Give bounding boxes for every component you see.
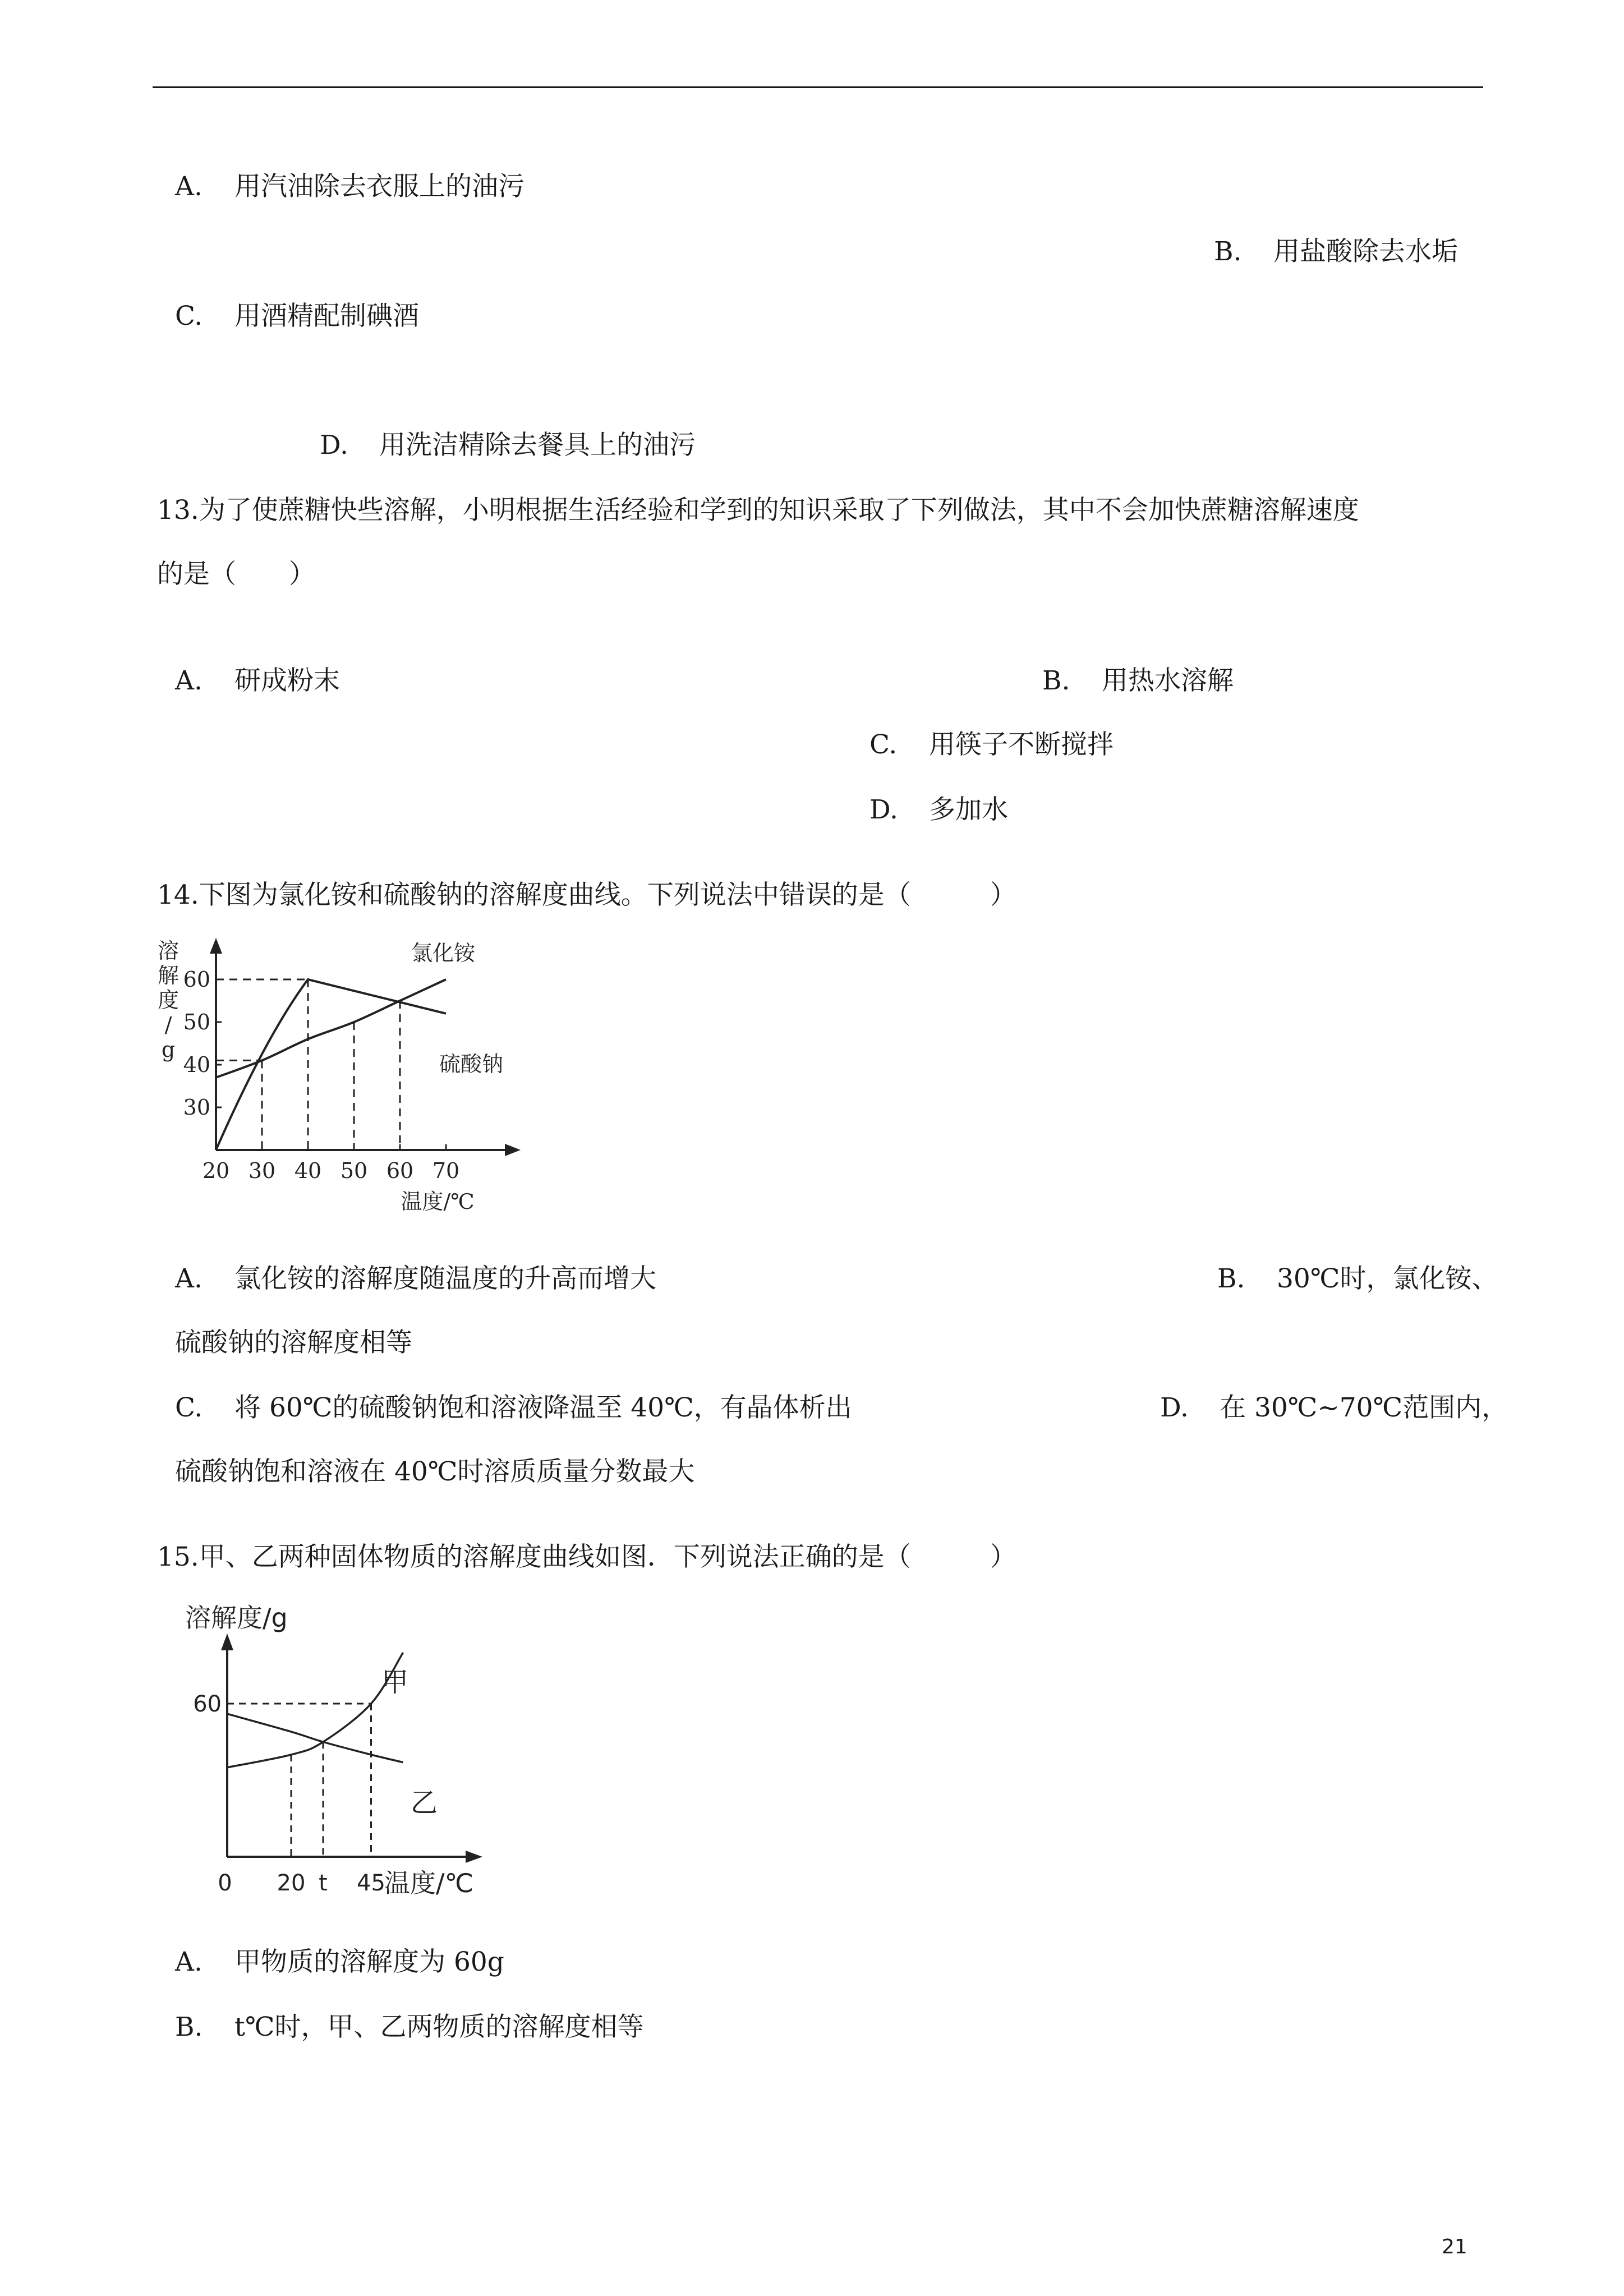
y-axis-arrow — [221, 1634, 233, 1650]
q13-option-c[interactable] — [869, 728, 1114, 762]
q14-option-d-cont: 硫酸钠饱和溶液在 40℃时溶质质量分数最大 — [175, 1456, 695, 1487]
series-label-2: 硫酸钠 — [439, 1052, 504, 1076]
q12-option-b[interactable] — [1214, 235, 1458, 269]
q12-option-c[interactable] — [175, 300, 419, 333]
q13-stem-line2: 的是（ ） — [157, 559, 315, 590]
q14-option-d[interactable] — [1160, 1391, 1508, 1425]
x-axis-arrow — [505, 1144, 521, 1156]
q15-option-a[interactable] — [175, 1945, 504, 1979]
option-text: 用盐酸除去水垢 — [1273, 236, 1458, 267]
option-label: C. — [175, 1392, 203, 1423]
option-text: 用筷子不断搅拌 — [929, 729, 1114, 760]
option-text: 用汽油除去衣服上的油污 — [234, 171, 525, 202]
q13-option-a[interactable] — [175, 664, 340, 698]
x-tick-label: 50 — [340, 1158, 368, 1183]
option-text: 用热水溶解 — [1102, 665, 1234, 696]
series-line-1 — [216, 979, 446, 1078]
q14-stem: 14.下图为氯化铵和硫酸钠的溶解度曲线。下列说法中错误的是（ ） — [157, 880, 1016, 910]
x-tick-label: 20 — [202, 1158, 230, 1183]
option-label: D. — [1160, 1392, 1189, 1423]
q13-stem-line1: 13.为了使蔗糖快些溶解，小明根据生活经验和学到的知识采取了下列做法，其中不会加快蔗糖溶解速度 — [157, 495, 1359, 526]
option-label: D. — [869, 794, 898, 825]
option-label: C. — [175, 301, 203, 332]
q13-option-b[interactable] — [1042, 664, 1234, 698]
q15-option-b[interactable] — [175, 2010, 643, 2044]
option-label: A. — [175, 665, 203, 696]
solubility-chart-1 — [151, 931, 544, 1223]
q12-option-d[interactable] — [320, 429, 696, 462]
option-label: A. — [175, 1947, 203, 1977]
series-line-1 — [227, 1653, 403, 1768]
series-label-1: 氯化铵 — [411, 941, 476, 965]
x-tick-label: 20 — [277, 1870, 306, 1896]
solubility-chart-2 — [168, 1604, 572, 1918]
option-text: 用酒精配制碘酒 — [234, 301, 419, 332]
header-rule — [153, 86, 1483, 88]
q14-option-b-cont: 硫酸钠的溶解度相等 — [175, 1327, 412, 1358]
x-axis-arrow — [466, 1851, 482, 1863]
page-number: 21 — [1442, 2235, 1467, 2258]
x-tick-label: 70 — [432, 1158, 460, 1183]
x-axis-label: 温度/℃ — [401, 1189, 475, 1214]
option-text: 氯化铵的溶解度随温度的升高而增大 — [234, 1263, 656, 1294]
option-label: B. — [1217, 1263, 1245, 1294]
option-label: C. — [869, 729, 898, 760]
option-text: 将 60℃的硫酸钠饱和溶液降温至 40℃，有晶体析出 — [234, 1392, 852, 1423]
series-label-1: 甲 — [381, 1667, 409, 1698]
y-axis-label: 溶解度/g — [185, 1604, 288, 1633]
option-text: 在 30℃~70℃范围内， — [1220, 1392, 1508, 1423]
x-tick-label: 45 — [357, 1870, 385, 1896]
q14-option-a[interactable] — [175, 1262, 656, 1296]
y-axis-label: 溶解度/ g — [157, 938, 180, 1062]
option-text: 甲物质的溶解度为 60g — [234, 1947, 504, 1977]
q13-option-d[interactable] — [869, 793, 1008, 827]
q12-option-a[interactable] — [175, 170, 525, 204]
y-tick-label: 60 — [193, 1691, 222, 1717]
series-line-2 — [227, 1714, 403, 1762]
option-text: 30℃时，氯化铵、 — [1277, 1263, 1498, 1294]
option-text: 研成粉末 — [234, 665, 340, 696]
q14-option-c[interactable] — [175, 1391, 852, 1425]
x-tick-label: 60 — [386, 1158, 414, 1183]
option-label: B. — [1214, 236, 1242, 267]
q14-option-b[interactable] — [1217, 1262, 1498, 1296]
option-label: A. — [175, 171, 203, 202]
x-axis-label: 温度/℃ — [384, 1868, 474, 1898]
y-tick-label: 40 — [183, 1052, 210, 1077]
option-label: B. — [1042, 665, 1070, 696]
x-tick-label: 40 — [294, 1158, 322, 1183]
x-tick-label: 30 — [248, 1158, 276, 1183]
series-label-2: 乙 — [411, 1787, 438, 1819]
y-tick-label: 50 — [183, 1010, 210, 1034]
y-tick-label: 60 — [183, 967, 210, 992]
option-text: 用洗洁精除去餐具上的油污 — [379, 430, 696, 461]
q15-stem: 15.甲、乙两种固体物质的溶解度曲线如图．下列说法正确的是（ ） — [157, 1542, 1016, 1572]
y-tick-label: 30 — [183, 1095, 210, 1120]
option-label: D. — [320, 430, 348, 461]
option-label: B. — [175, 2012, 203, 2042]
x-tick-label: 0 — [218, 1870, 232, 1896]
y-axis-arrow — [210, 938, 222, 954]
option-text: 多加水 — [929, 794, 1008, 825]
x-tick-label: t — [319, 1870, 328, 1896]
option-text: t℃时，甲、乙两物质的溶解度相等 — [234, 2012, 644, 2042]
option-label: A. — [175, 1263, 203, 1294]
